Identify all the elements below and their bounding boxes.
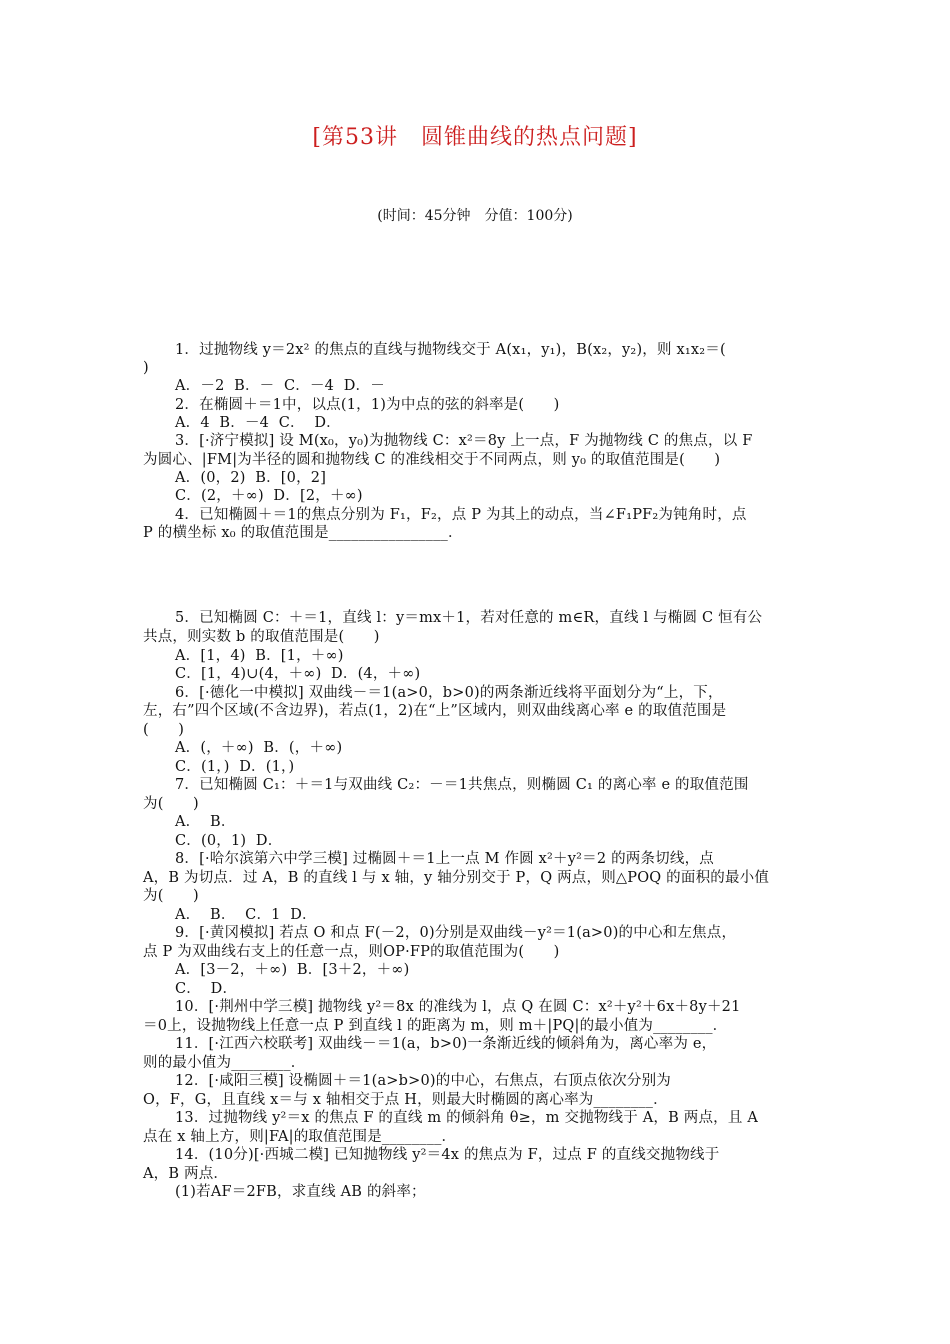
problem-3-options-ab: A．(0，2) B．[0，2] (175, 470, 327, 486)
problem-3-line-2: 为圆心、|FM|为半径的圆和抛物线 C 的准线相交于不同两点，则 y₀ 的取值范围是( ) (143, 452, 721, 468)
problem-2-options: A．4 B．－4 C． D． (175, 415, 341, 431)
problem-14-line-1: 14．(10分)[·西城二模] 已知抛物线 y²＝4x 的焦点为 F，过点 F 的直线交抛物线于 (175, 1147, 720, 1163)
problem-3-options-cd: C．(2，＋∞) D．[2，＋∞) (175, 488, 363, 504)
problem-1-options: A．－2 B．－ C．－4 D．－ (175, 378, 385, 394)
exam-info: (时间：45分钟 分值：100分) (377, 208, 573, 224)
problem-13-line-1: 13．过抛物线 y²＝x 的焦点 F 的直线 m 的倾斜角 θ≥，m 交抛物线于 A，B 两点，且 A (175, 1110, 759, 1126)
problem-4-line-1: 4．已知椭圆＋＝1的焦点分别为 F₁，F₂，点 P 为其上的动点，当∠F₁PF₂为钝角时，点 (175, 507, 747, 523)
problem-6-line-2: 左，右”四个区域(不含边界)，若点(1，2)在“上”区域内，则双曲线离心率 e 的取值范围是 (143, 703, 727, 719)
problem-5-line-1: 5．已知椭圆 C：＋＝1，直线 l：y＝mx＋1，若对任意的 m∈R，直线 l 与椭圆 C 恒有公 (175, 610, 763, 626)
problem-10-line-2: ＝0上，设抛物线上任意一点 P 到直线 l 的距离为 m，则 m＋|PQ|的最小值为________． (143, 1018, 728, 1034)
problem-5-options-cd: C．[1，4)∪(4，＋∞) D．(4，＋∞) (175, 666, 421, 682)
problem-7-options-ab: A． B． (175, 814, 236, 830)
problem-1-line-2: ) (143, 360, 149, 376)
problem-8-line-3: 为( ) (143, 888, 199, 904)
problem-13-line-2: 点在 x 轴上方，则|FA|的取值范围是________． (143, 1129, 457, 1145)
problem-4-line-2: P 的横坐标 x₀ 的取值范围是________________． (143, 525, 463, 541)
problem-9-options-ab: A．[3－2，＋∞) B．[3＋2，＋∞) (175, 962, 410, 978)
problem-11-line-1: 11．[·江西六校联考] 双曲线－＝1(a，b>0)一条渐近线的倾斜角为，离心率为 e， (175, 1036, 717, 1052)
problem-7-line-1: 7．已知椭圆 C₁：＋＝1与双曲线 C₂：－＝1共焦点，则椭圆 C₁ 的离心率 e 的取值范围 (175, 777, 749, 793)
problem-12-line-1: 12．[·咸阳三模] 设椭圆＋＝1(a>b>0)的中心，右焦点，右顶点依次分别为 (175, 1073, 671, 1089)
problem-6-line-1: 6．[·德化一中模拟] 双曲线－＝1(a>0，b>0)的两条渐近线将平面划分为“上，下， (175, 685, 723, 701)
problem-7-options-cd: C．(0，1) D． (175, 833, 283, 849)
problem-6-options-cd: C．(1，) D．(1，) (175, 759, 295, 775)
problem-12-line-2: O，F，G，且直线 x＝与 x 轴相交于点 H，则最大时椭圆的离心率为________． (143, 1092, 668, 1108)
problem-1-line-1: 1．过抛物线 y＝2x² 的焦点的直线与抛物线交于 A(x₁，y₁)，B(x₂，y₂)，则 x₁x₂＝( (175, 342, 726, 358)
problem-11-line-2: 则的最小值为________． (143, 1055, 306, 1071)
problem-14-line-2: A，B 两点． (143, 1166, 229, 1182)
problem-9-line-2: 点 P 为双曲线右支上的任意一点，则OP·FP的取值范围为( ) (143, 944, 560, 960)
problem-8-line-2: A，B 为切点．过 A，B 的直线 l 与 x 轴，y 轴分别交于 P，Q 两点，则△POQ 的面积的最小值 (143, 870, 770, 886)
problem-5-line-2: 共点，则实数 b 的取值范围是( ) (143, 629, 380, 645)
page-title: [第53讲 圆锥曲线的热点问题] (312, 125, 638, 150)
problem-6-options-ab: A．(，＋∞) B．(，＋∞) (175, 740, 343, 756)
problem-3-line-1: 3．[·济宁模拟] 设 M(x₀，y₀)为抛物线 C：x²＝8y 上一点，F 为抛物线 C 的焦点，以 F (175, 433, 753, 449)
problem-14-part-1: (1)若AF＝2FB，求直线 AB 的斜率； (175, 1184, 426, 1200)
problem-10-line-1: 10．[·荆州中学三模] 抛物线 y²＝8x 的准线为 l，点 Q 在圆 C：x²＋y²＋6x＋8y＋21 (175, 999, 741, 1015)
problem-7-line-2: 为( ) (143, 796, 199, 812)
problem-8-line-1: 8．[·哈尔滨第六中学三模] 过椭圆＋＝1上一点 M 作圆 x²＋y²＝2 的两条切线，点 (175, 851, 714, 867)
problem-9-line-1: 9．[·黄冈模拟] 若点 O 和点 F(－2，0)分别是双曲线－y²＝1(a>0)的中心和左焦点， (175, 925, 737, 941)
problem-8-options: A． B． C．1 D． (175, 907, 317, 923)
problem-2-line-1: 2．在椭圆＋＝1中，以点(1，1)为中点的弦的斜率是( ) (175, 397, 560, 413)
problem-5-options-ab: A．[1，4) B．[1，＋∞) (175, 648, 344, 664)
problem-9-options-cd: C． D． (175, 981, 238, 997)
problem-6-line-3: ( ) (143, 722, 185, 738)
